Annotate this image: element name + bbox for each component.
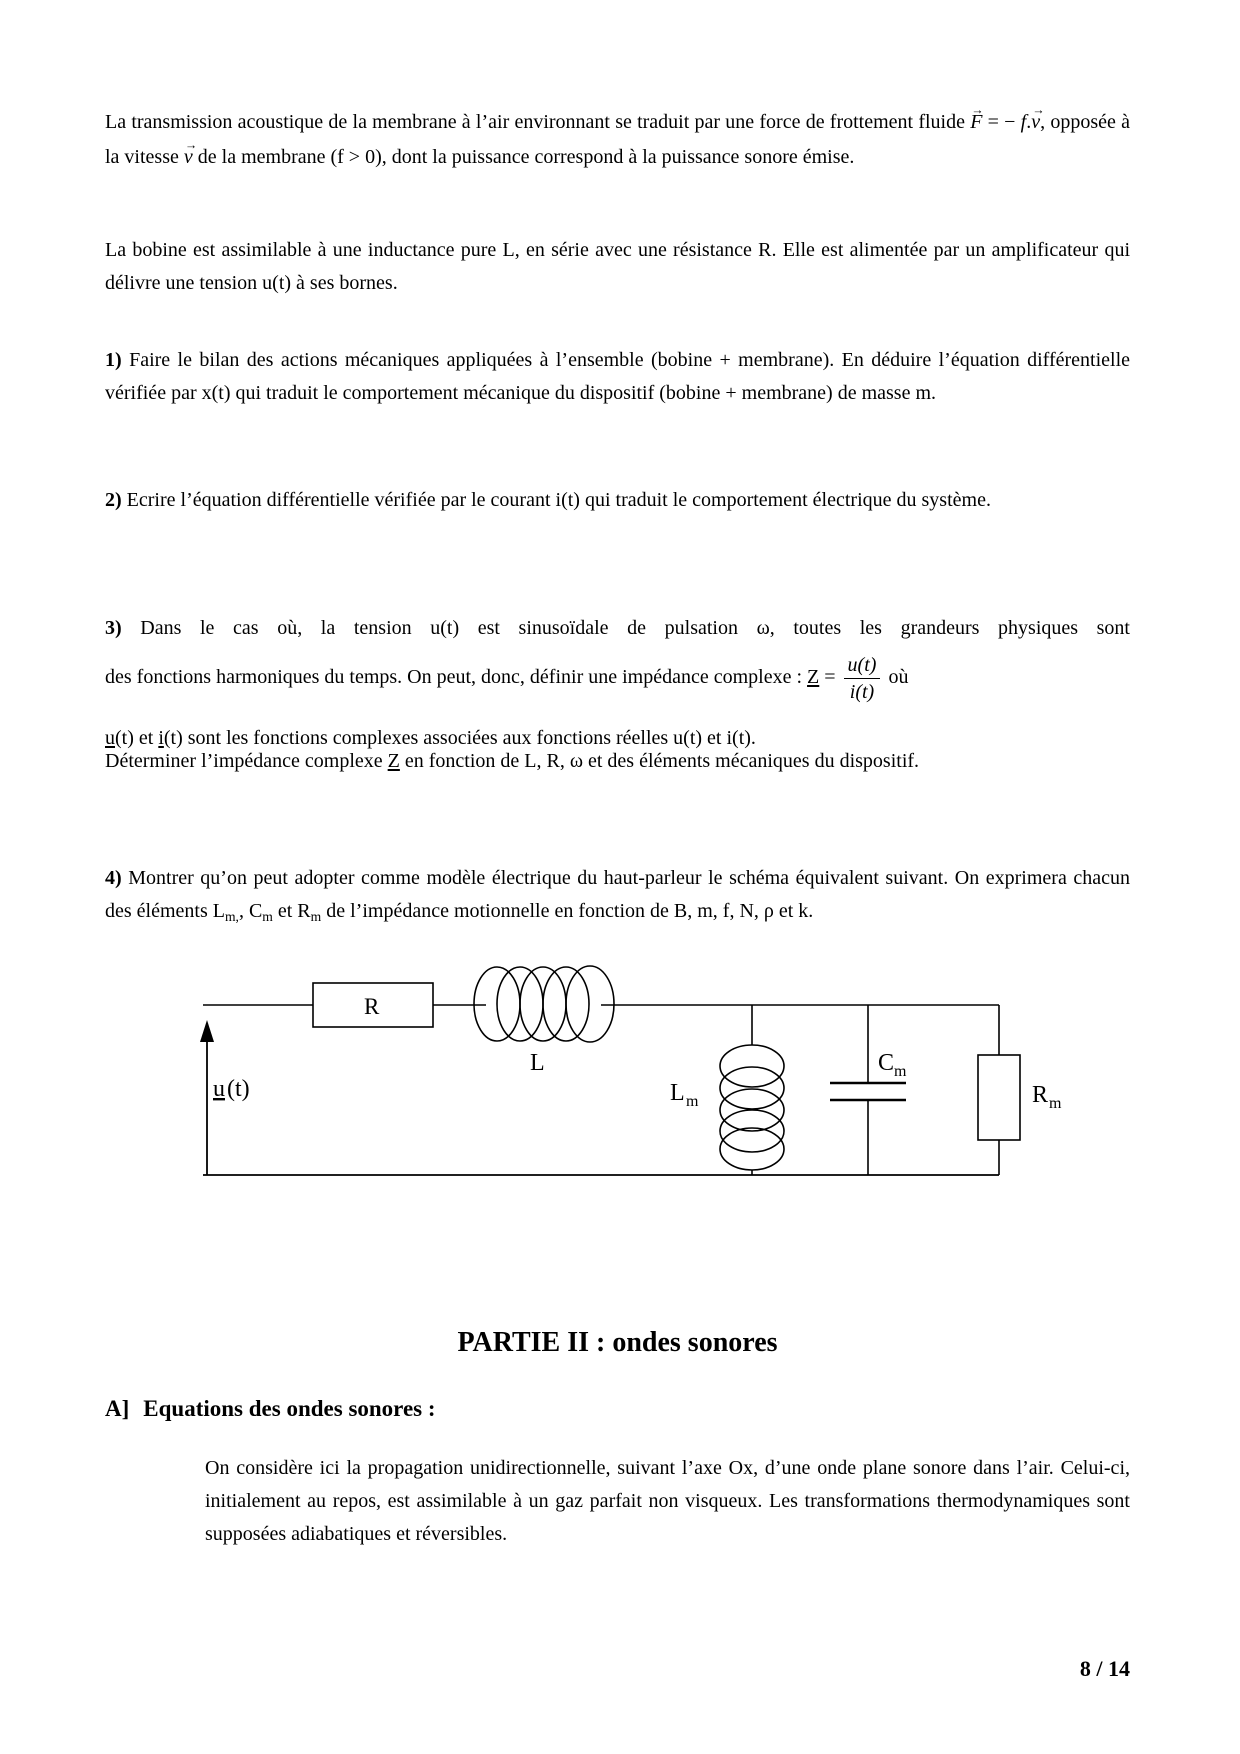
capacitor-Cm — [830, 1083, 906, 1100]
section-a-paragraph — [205, 1452, 1130, 1551]
question-3-text: Dans le cas où, la tension u(t) est sinusoïdale de pulsation ω, toutes les grandeurs physiques sont — [121, 617, 1130, 639]
paragraph-text: de la membrane (f > 0), dont la puissance correspond à la puissance sonore émise. — [192, 146, 855, 168]
u-label-paren: (t) — [227, 1076, 250, 1102]
question-3-line4 — [105, 745, 1130, 778]
question-3-text: en fonction de L, R, ω et des éléments mécaniques du dispositif. — [399, 750, 920, 772]
question-1-number: 1) — [105, 349, 122, 371]
section-a-heading — [105, 1394, 1130, 1424]
question-3-text: où — [883, 666, 909, 688]
paragraph-text: La transmission acoustique de la membrane à l’air environnant se traduit par une force de frottement fluide — [105, 111, 971, 133]
complex-i-symbol: i — [158, 727, 164, 749]
part2-title-text: PARTIE II : ondes sonores — [457, 1327, 778, 1358]
impedance-Z-symbol: Z — [807, 666, 820, 688]
circuit-diagram — [0, 960, 1240, 1200]
complex-u-symbol: u — [105, 727, 115, 749]
lm-label-sub: m — [686, 1093, 699, 1110]
question-1 — [105, 344, 1130, 410]
question-3-line2 — [105, 648, 1130, 706]
part2-title — [105, 1326, 1130, 1360]
question-4-text: , C — [238, 900, 263, 922]
intro-paragraph-2 — [105, 234, 1130, 300]
u-label: u — [213, 1076, 225, 1102]
question-4-text: de l’impédance motionnelle en fonction de B, m, f, N, ρ et k. — [321, 900, 814, 922]
r-label: R — [364, 994, 380, 1019]
section-a-label: A] — [105, 1396, 130, 1421]
vector-v-formula: v → — [1031, 104, 1040, 139]
question-4-text: Montrer qu’on peut adopter comme modèle électrique du haut-parleur le schéma équivalent suivant. On exprimera chacun des éléments L — [105, 867, 1130, 922]
l-label: L — [530, 1050, 545, 1076]
formula-f: f — [1020, 111, 1027, 133]
vector-F-formula: F → — [970, 104, 982, 139]
inductor-Lm — [720, 1045, 784, 1170]
question-3-text: Déterminer l’impédance complexe — [105, 750, 388, 772]
paragraph-text: , opposée à la vitesse — [105, 111, 1130, 168]
paragraph-text: On considère ici la propagation unidirectionnelle, suivant l’axe Ox, d’une onde plane sonore dans l’air. Celui-ci, initialement au repos, est assimilable à un gaz parfait non visqueux. Les transformations thermodynamiques sont supposées adiabatiques et réversibles. — [205, 1457, 1130, 1545]
question-1-text: Faire le bilan des actions mécaniques appliquées à l’ensemble (bobine + membrane). En déduire l’équation différentielle vérifiée par x(t) qui traduit le comportement mécanique du dispositif (bobine + membrane) de masse m. — [105, 349, 1130, 404]
formula-dot: . — [1026, 111, 1032, 133]
question-2-text: Ecrire l’équation différentielle vérifiée par le courant i(t) qui traduit le comportement électrique du système. — [121, 489, 991, 511]
rm-label: R — [1032, 1082, 1049, 1108]
intro-paragraph-1 — [105, 104, 1130, 174]
impedance-Z-symbol: Z — [387, 750, 400, 772]
fraction-numerator: u(t) — [847, 653, 877, 676]
question-3-line1 — [105, 612, 1130, 645]
page-number — [105, 1655, 1130, 1683]
page-number-text: 8 / 14 — [1079, 1656, 1130, 1681]
question-2-number: 2) — [105, 489, 122, 511]
cm-label: C — [878, 1050, 895, 1076]
question-3-text: (t) sont les fonctions complexes associées aux fonctions réelles u(t) et i(t). — [163, 727, 756, 749]
section-a-title: Equations des ondes sonores : — [143, 1396, 436, 1421]
formula-equals: = — [819, 666, 841, 688]
fraction-denominator: i(t) — [844, 678, 881, 705]
subscript-m: m — [262, 908, 273, 924]
resistor-Rm — [978, 1055, 1020, 1140]
vector-v-inline: v → — [184, 139, 193, 174]
subscript-m: m — [310, 908, 322, 924]
formula-equals: = − — [982, 111, 1021, 133]
subscript-m: m, — [224, 908, 239, 924]
rm-label-sub: m — [1049, 1095, 1062, 1112]
question-2 — [105, 484, 1130, 517]
question-4-number: 4) — [105, 867, 122, 889]
impedance-fraction — [844, 652, 881, 705]
paragraph-text: La bobine est assimilable à une inductance pure L, en série avec une résistance R. Elle est alimentée par un amplificateur qui délivre une tension u(t) à ses bornes. — [105, 239, 1130, 294]
lm-label: L — [670, 1080, 685, 1106]
question-3-text: des fonctions harmoniques du temps. On peut, donc, définir une impédance complexe : — [105, 666, 808, 688]
question-4-text: et R — [272, 900, 311, 922]
inductor-L — [474, 966, 614, 1042]
question-4 — [105, 862, 1130, 933]
question-3-text: (t) et — [115, 727, 159, 749]
question-3-number: 3) — [105, 617, 122, 639]
cm-label-sub: m — [894, 1063, 907, 1080]
voltage-arrow-head — [200, 1020, 214, 1042]
